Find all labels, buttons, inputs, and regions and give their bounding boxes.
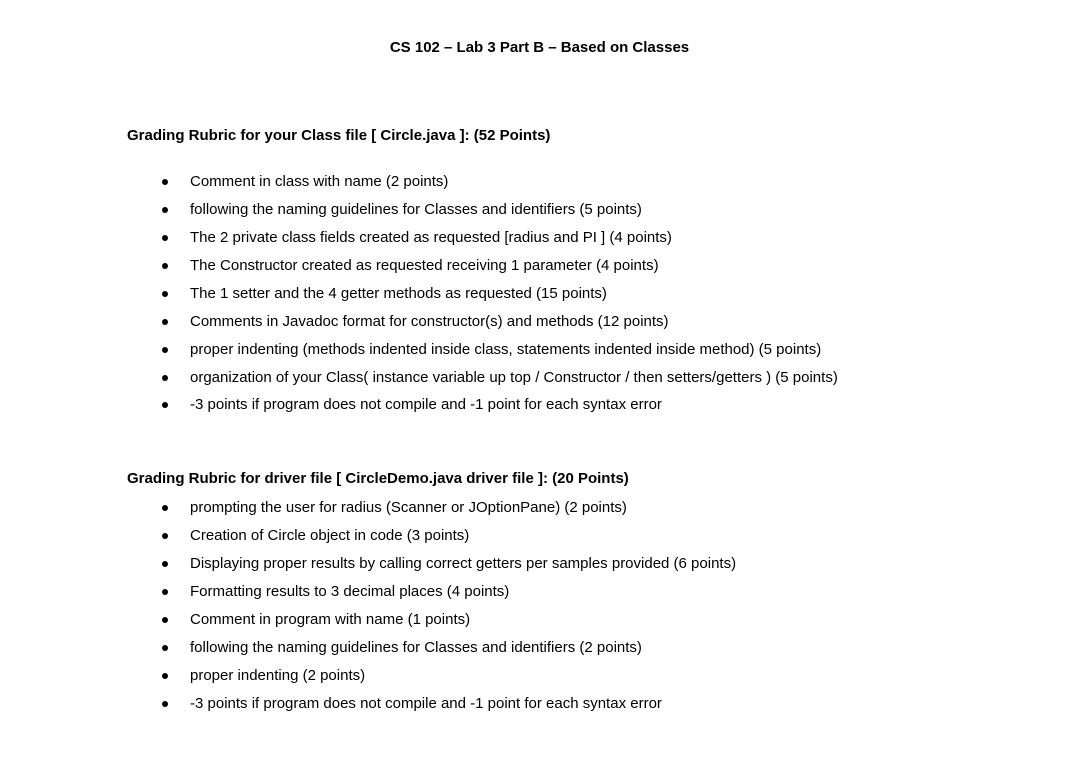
bullet-icon — [162, 402, 168, 408]
rubric-item — [190, 308, 910, 336]
rubric-item-text: The 1 setter and the 4 getter methods as requested (15 points) — [190, 285, 607, 302]
rubric-item — [190, 224, 910, 252]
rubric-item — [190, 550, 736, 578]
bullet-icon — [162, 347, 168, 353]
bullet-icon — [162, 291, 168, 297]
bullet-icon — [162, 561, 168, 567]
rubric-item-text: following the naming guidelines for Classes and identifiers (2 points) — [190, 639, 642, 656]
bullet-icon — [162, 263, 168, 269]
bullet-icon — [162, 617, 168, 623]
bullet-icon — [162, 207, 168, 213]
bullet-icon — [162, 673, 168, 679]
rubric-item-text: The 2 private class fields created as requested [radius and PI ] (4 points) — [190, 229, 672, 246]
page-title: CS 102 – Lab 3 Part B – Based on Classes — [389, 39, 690, 56]
rubric-item-text: proper indenting (methods indented inside class, statements indented inside method) (5 points) — [190, 341, 822, 358]
rubric-item-text: -3 points if program does not compile and -1 point for each syntax error — [190, 695, 662, 712]
bullet-icon — [162, 319, 168, 325]
rubric-item — [190, 336, 910, 364]
rubric-item — [190, 634, 736, 662]
rubric-item-text: Comment in class with name (2 points) — [190, 173, 449, 190]
rubric-item — [190, 252, 910, 280]
bullet-icon — [162, 701, 168, 707]
rubric-item-text: -3 points if program does not compile and -1 point for each syntax error — [190, 396, 662, 413]
rubric-item-text: organization of your Class( instance variable up top / Constructor / then setters/getters ) (5 points) — [190, 369, 838, 386]
bullet-icon — [162, 179, 168, 185]
rubric-item — [190, 578, 736, 606]
rubric-item-text: Displaying proper results by calling correct getters per samples provided (6 points) — [190, 555, 737, 572]
rubric-item — [190, 690, 736, 718]
class-file-rubric-list — [190, 168, 910, 419]
bullet-icon — [162, 589, 168, 595]
rubric-item-text: proper indenting (2 points) — [190, 667, 366, 684]
bullet-icon — [162, 375, 168, 381]
rubric-item-text: following the naming guidelines for Classes and identifiers (5 points) — [190, 201, 642, 218]
rubric-item — [190, 606, 736, 634]
rubric-item — [190, 364, 910, 391]
rubric-item — [190, 391, 910, 419]
rubric-item-text: prompting the user for radius (Scanner or JOptionPane) (2 points) — [190, 499, 627, 516]
rubric-item — [190, 522, 736, 550]
rubric-item-text: Comment in program with name (1 points) — [190, 611, 471, 628]
rubric-item — [190, 196, 910, 224]
rubric-item — [190, 280, 910, 308]
bullet-icon — [162, 533, 168, 539]
rubric-item-text: Creation of Circle object in code (3 points) — [190, 527, 470, 544]
rubric-item-text: Comments in Javadoc format for constructor(s) and methods (12 points) — [190, 313, 669, 330]
rubric-item — [190, 494, 736, 522]
rubric-item-text: Formatting results to 3 decimal places (4 points) — [190, 583, 510, 600]
bullet-icon — [162, 235, 168, 241]
rubric-item — [190, 168, 910, 196]
rubric-item — [190, 662, 736, 690]
class-file-rubric-heading: Grading Rubric for your Class file [ Circle.java ]: (52 Points) — [127, 127, 551, 144]
rubric-item-text: The Constructor created as requested receiving 1 parameter (4 points) — [190, 257, 659, 274]
driver-file-rubric-heading: Grading Rubric for driver file [ CircleDemo.java driver file ]: (20 Points) — [127, 470, 629, 487]
bullet-icon — [162, 645, 168, 651]
bullet-icon — [162, 505, 168, 511]
driver-file-rubric-list — [190, 494, 736, 718]
